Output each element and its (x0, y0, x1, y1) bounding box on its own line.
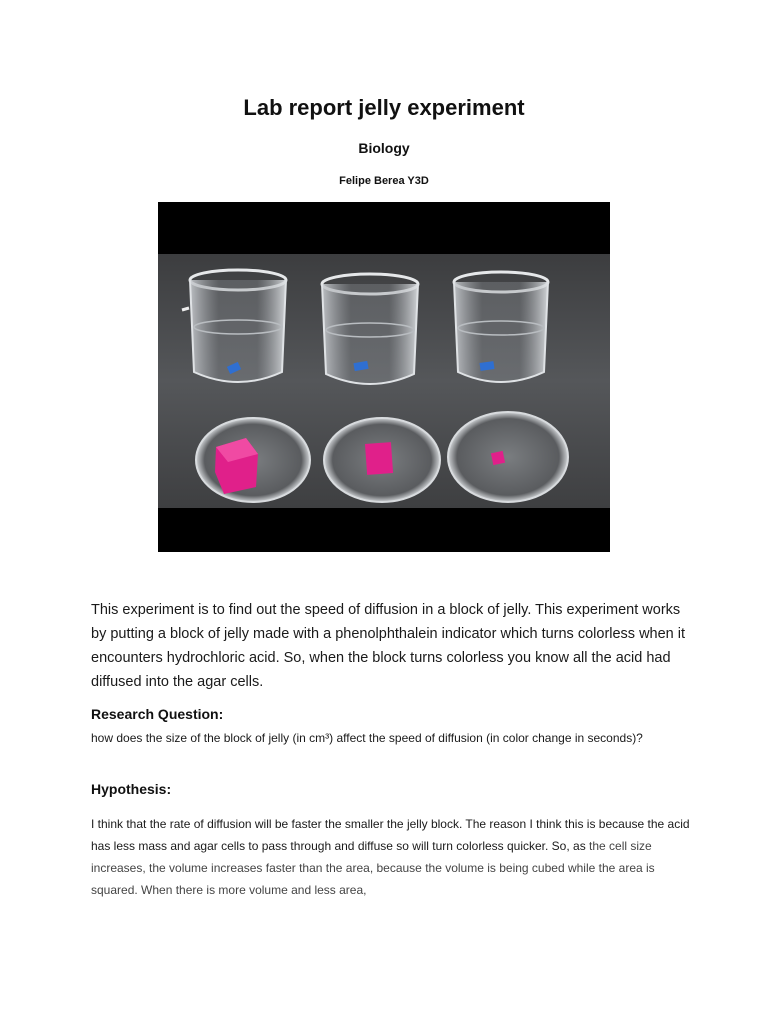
petri-dish-medium-block (324, 418, 440, 502)
intro-paragraph: This experiment is to find out the speed of diffusion in a block of jelly. This experiment works by putting a block of jelly made with a phenolphthalein indicator which turns colorless when it encounters hydrochloric acid. So, when the block turns colorless you know all the acid had diffused into the agar cells. (91, 602, 686, 690)
petri-dish-small-block (448, 412, 568, 502)
petri-dish-large-block (196, 418, 310, 502)
hypothesis-heading: Hypothesis: (91, 781, 172, 797)
beaker-1 (182, 270, 286, 382)
document-title: Lab report jelly experiment (243, 95, 525, 120)
experiment-photo (158, 202, 610, 552)
hypothesis-text-part-2: the cell size increases, the volume increases faster than the area, because the volume is being cubed while the area is squared. When there is more volume and less area, (91, 839, 655, 897)
research-question-text: how does the size of the block of jelly (in cm³) affect the speed of diffusion (in color change in seconds)? (91, 731, 643, 745)
beakers-and-jelly-illustration (158, 202, 610, 552)
beaker-3 (454, 272, 548, 382)
hypothesis-text (91, 813, 691, 901)
hypothesis-text-part-1: I think that the rate of diffusion will be faster the smaller the jelly block. The reason I think this is because the acid has less mass and agar cells to pass through and diffuse so will turn colorless quicker. So, as (91, 817, 690, 853)
author-line: Felipe Berea Y3D (339, 175, 429, 187)
research-question-heading: Research Question: (91, 706, 224, 722)
beaker-2 (322, 274, 418, 384)
subject-heading: Biology (358, 140, 410, 156)
